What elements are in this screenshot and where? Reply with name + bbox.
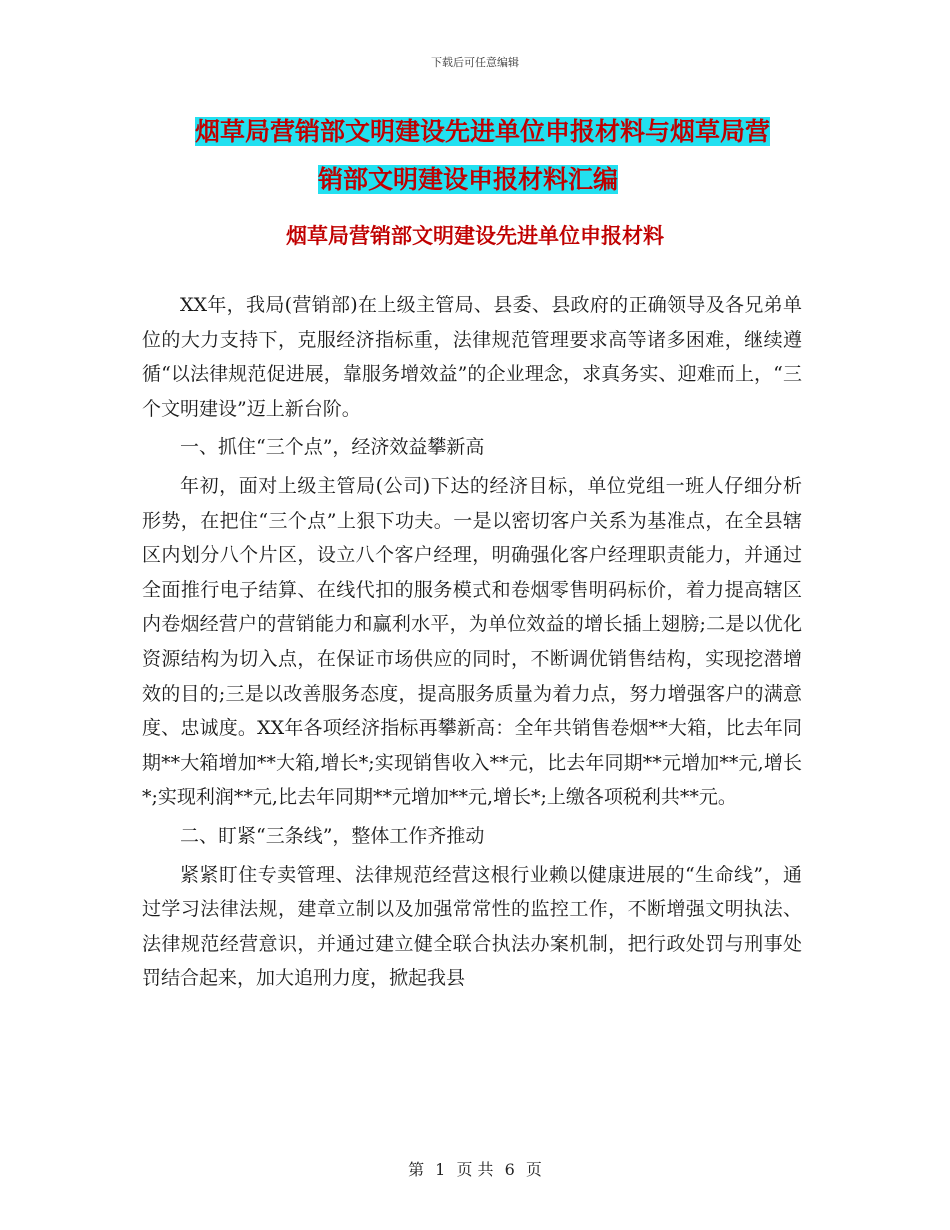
section-heading-1: 一、抓住“三个点”，经济效益攀新高 [180,436,485,459]
paragraph-economic: 年初，面对上级主管局(公司)下达的经济目标，单位党组一班人仔细分析形势，在把住“三个点”上狠下功夫。一是以密切客户关系为基准点，在全县辖区内划分八个片区，设立八个客户经理，明确强化客户经理职责能力，并通过全面推行电子结算、在线代扣的服务模式和卷烟零售明码标价，着力提高辖区内卷烟经营户的营销能力和赢利水平，为单位效益的增长插上翅膀;二是以优化资源结构为切入点，在保证市场供应的同时，不断调优销售结构，实现挖潜增效的目的;三是以改善服务态度，提高服务质量为着力点，努力增强客户的满意度、忠诚度。XX年各项经济指标再攀新高：全年共销售卷烟**大箱，比去年同期**大箱增加**大箱,增长*;实现销售收入**元，比去年同期**元增加**元,增长*;实现利润**元,比去年同期**元增加**元,增长*;上缴各项税利共**元。 [142,474,802,809]
section-subtitle: 烟草局营销部文明建设先进单位申报材料 [286,223,664,248]
footer-total-pages: 6 [504,1160,515,1179]
page-header-note: 下载后可任意编辑 [431,56,519,69]
footer-suffix: 页 [525,1160,542,1179]
footer-middle: 页 共 [456,1160,494,1179]
title-line-2: 销部文明建设申报材料汇编 [318,165,619,194]
document-title [170,110,810,206]
paragraph-intro: XX年，我局(营销部)在上级主管局、县委、县政府的正确领导及各兄弟单位的大力支持下，克服经济指标重，法律规范管理要求高等诸多困难，继续遵循“以法律规范促进展，靠服务增效益”的企业理念，求真务实、迎难而上，“三个文明建设”迈上新台阶。 [142,294,802,420]
section-heading-2: 二、盯紧“三条线”，整体工作齐推动 [180,824,485,847]
title-line-1: 烟草局营销部文明建设先进单位申报材料与烟草局营 [195,117,771,146]
footer-prefix: 第 [408,1160,425,1179]
page-footer [0,1157,950,1180]
document-body [142,288,802,996]
paragraph-management: 紧紧盯住专卖管理、法律规范经营这根行业赖以健康进展的“生命线”，通过学习法律法规，建章立制以及加强常常性的监控工作，不断增强文明执法、法律规范经营意识，并通过建立健全联合执法办案机制，把行政处罚与刑事处罚结合起来，加大追刑力度，掀起我县 [142,863,802,990]
footer-page-number: 1 [435,1160,446,1179]
